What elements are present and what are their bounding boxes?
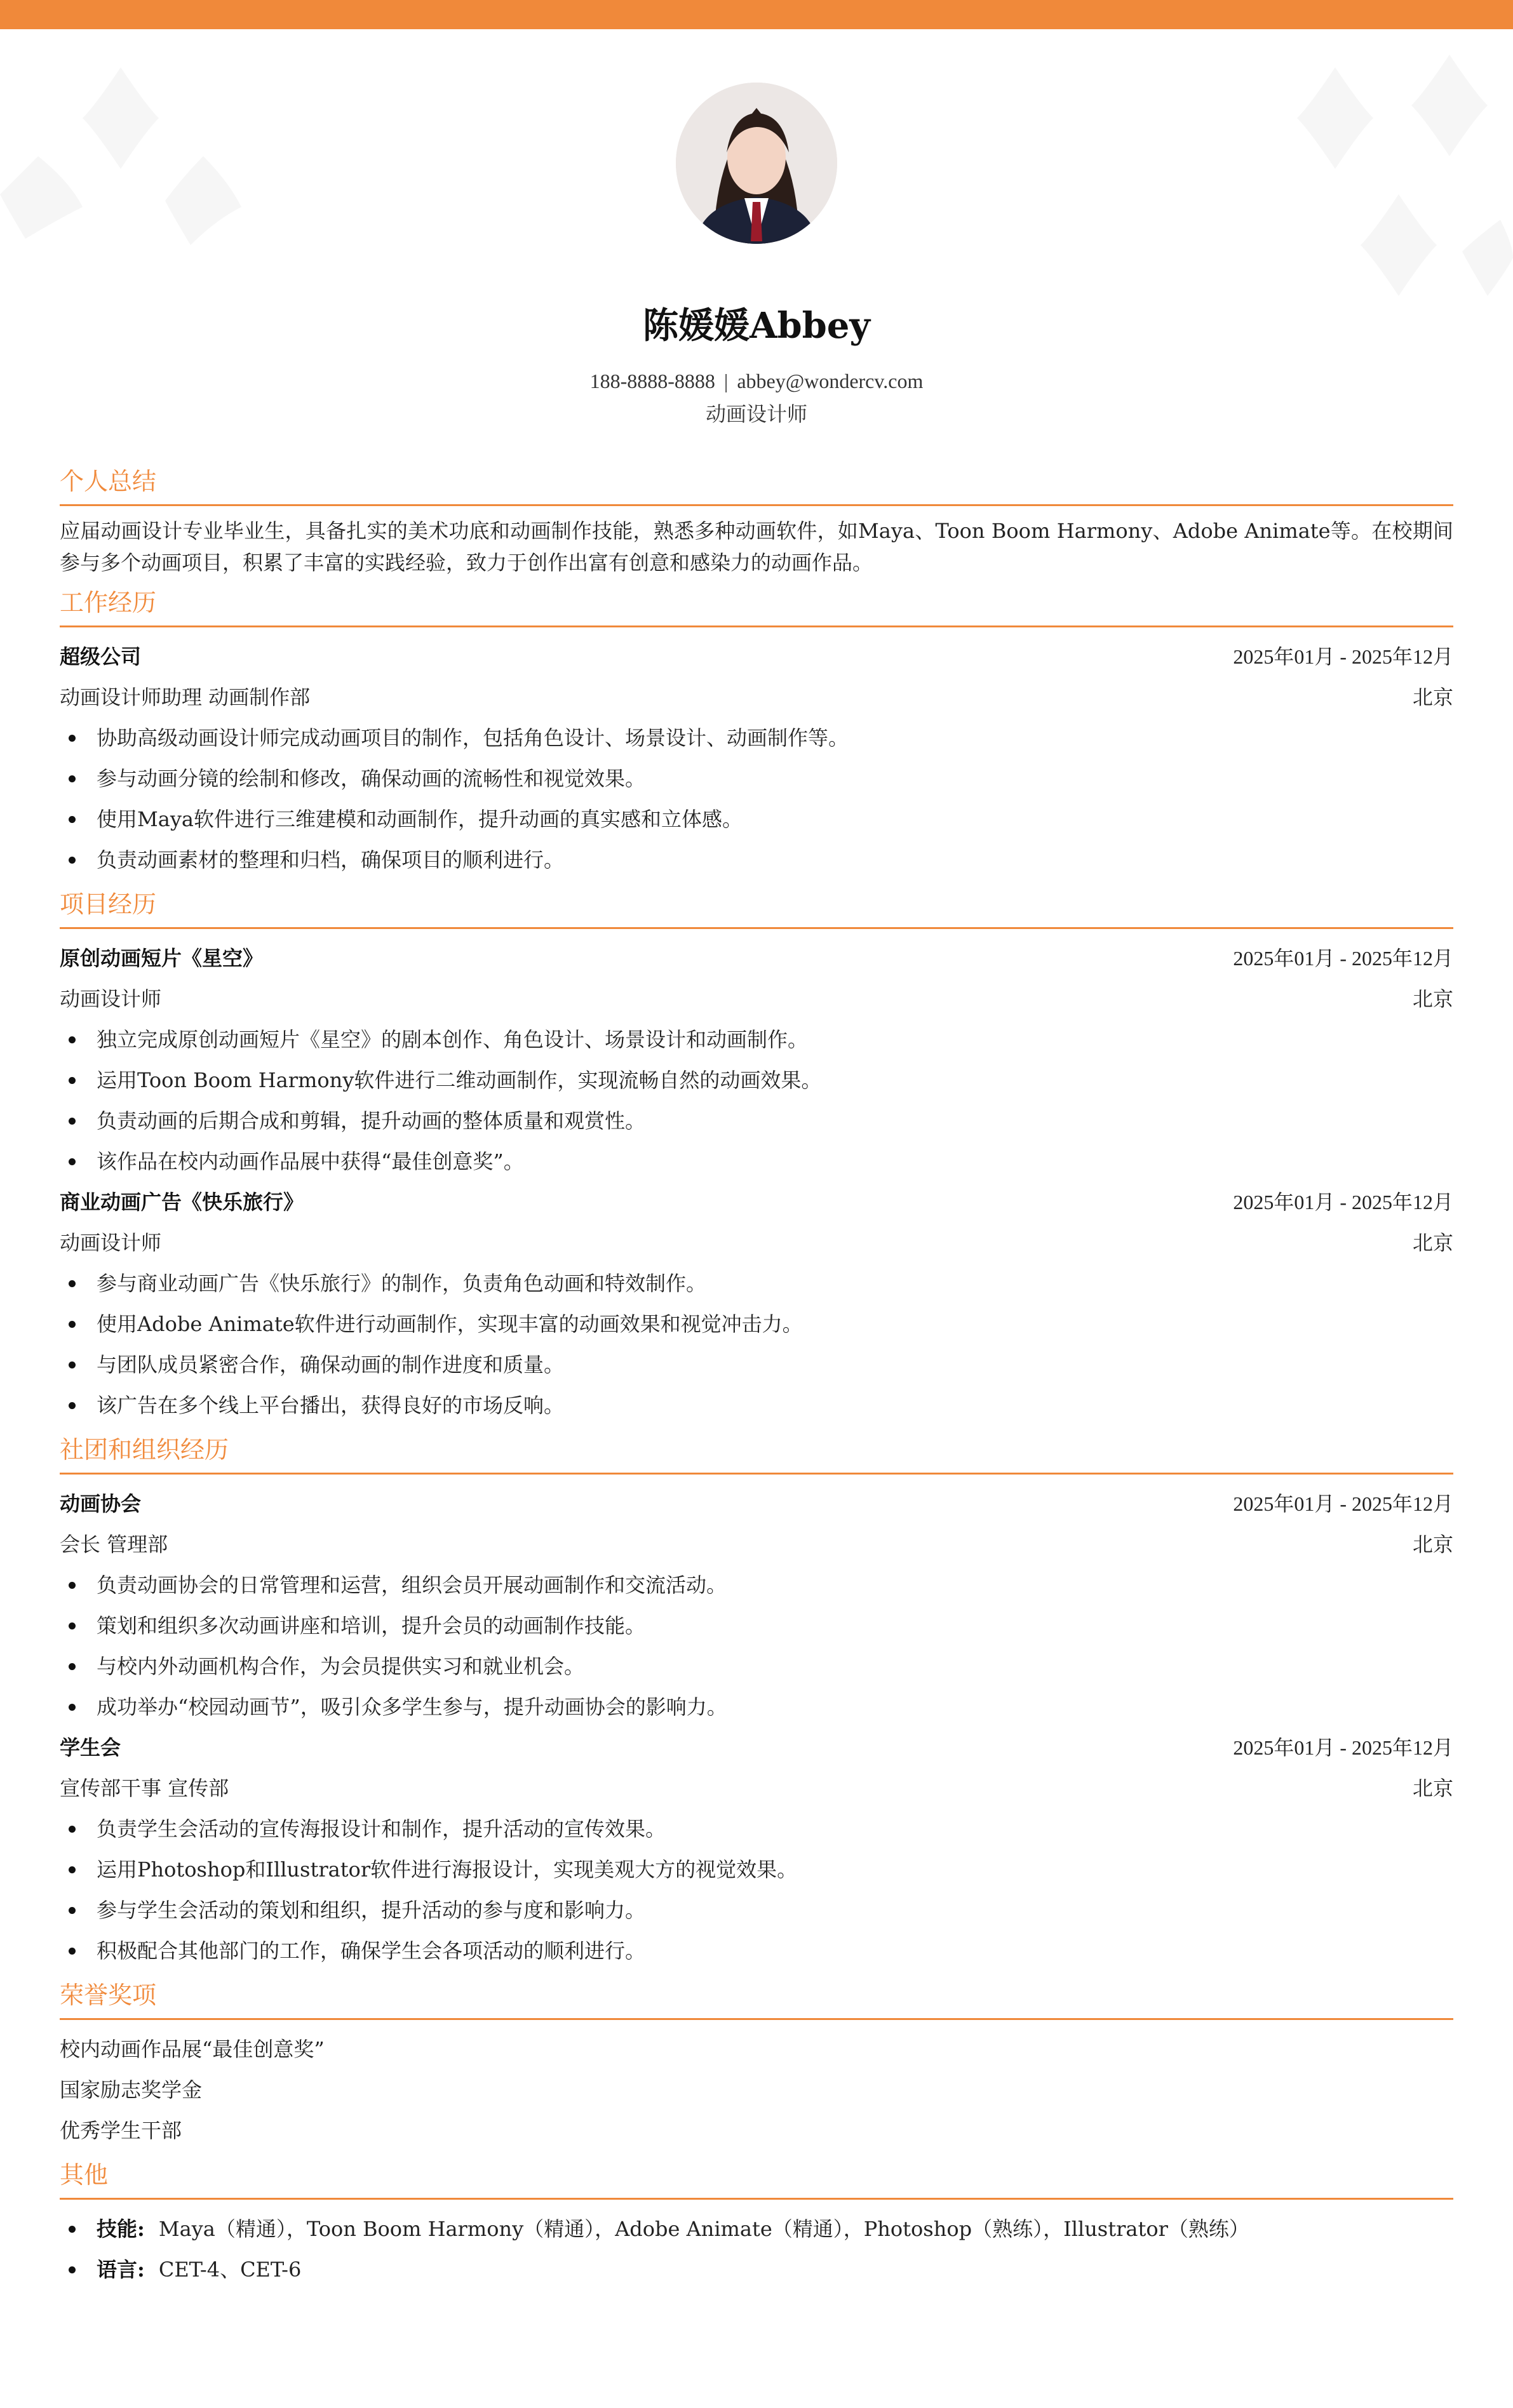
language-item [60,2249,1453,2290]
entry-bullets [60,1565,1453,1727]
entry-role: 宣传部干事 宣传部 [60,1776,229,1800]
section-title: 荣誉奖项 [60,1981,157,2009]
section-divider [60,625,1453,627]
avatar-portrait-icon [676,83,837,244]
section-title: 项目经历 [60,890,157,918]
bullet-item: 运用Toon Boom Harmony软件进行二维动画制作，实现流畅自然的动画效果。 [60,1060,1453,1100]
bullet-item: 协助高级动画设计师完成动画项目的制作，包括角色设计、场景设计、动画制作等。 [60,718,1453,758]
bullet-item: 参与动画分镜的绘制和修改，确保动画的流畅性和视觉效果。 [60,758,1453,799]
job-title: 动画设计师 [705,402,807,426]
entry-location: 北京 [1412,987,1453,1011]
bullet-item: 使用Adobe Animate软件进行动画制作，实现丰富的动画效果和视觉冲击力。 [60,1304,1453,1344]
bullet-item: 负责动画协会的日常管理和运营，组织会员开展动画制作和交流活动。 [60,1565,1453,1605]
bullet-item: 参与学生会活动的策划和组织，提升活动的参与度和影响力。 [60,1890,1453,1930]
section-divider [60,2018,1453,2020]
bullet-item: 独立完成原创动画短片《星空》的剧本创作、角色设计、场景设计和动画制作。 [60,1019,1453,1060]
honors-section [60,1977,1453,2151]
bullet-item: 负责动画素材的整理和归档，确保项目的顺利进行。 [60,839,1453,880]
email-address: abbey@wondercv.com [737,370,924,392]
section-title: 工作经历 [60,589,157,617]
entry-date: 2025年01月 - 2025年12月 [1233,1736,1453,1759]
honor-item: 国家励志奖学金 [60,2078,203,2102]
summary-section [60,464,1453,579]
bullet-item: 与团队成员紧密合作，确保动画的制作进度和质量。 [60,1344,1453,1385]
bullet-item: 该作品在校内动画作品展中获得“最佳创意奖”。 [60,1141,1453,1182]
entry-date: 2025年01月 - 2025年12月 [1233,645,1453,668]
club-entry [60,1483,1453,1727]
summary-text: 应届动画设计专业毕业生，具备扎实的美术功底和动画制作技能，熟悉多种动画软件，如Maya、Toon Boom Harmony、Adobe Animate等。在校期间参与多个动画项目，积累了丰富的实践经验，致力于创作出富有创意和感染力的动画作品。 [60,519,1453,575]
entry-location: 北京 [1412,1532,1453,1556]
skills-item [60,2209,1453,2249]
bullet-item: 运用Photoshop和Illustrator软件进行海报设计，实现美观大方的视觉效果。 [60,1849,1453,1890]
entry-organization: 超级公司 [60,645,142,669]
entry-bullets [60,1019,1453,1182]
language-label: 语言: [97,2258,145,2282]
entry-role: 动画设计师 [60,1231,162,1255]
bullet-item: 负责学生会活动的宣传海报设计和制作，提升活动的宣传效果。 [60,1809,1453,1849]
work-section [60,585,1453,880]
honor-item: 校内动画作品展“最佳创意奖” [60,2037,325,2061]
projects-section [60,886,1453,1426]
bullet-item: 策划和组织多次动画讲座和培训，提升会员的动画制作技能。 [60,1605,1453,1646]
honor-item: 优秀学生干部 [60,2118,182,2143]
phone-number: 188-8888-8888 [589,370,715,392]
section-title: 社团和组织经历 [60,1436,229,1464]
entry-organization: 学生会 [60,1736,121,1760]
work-entry [60,636,1453,880]
entry-date: 2025年01月 - 2025年12月 [1233,1492,1453,1515]
bullet-item: 使用Maya软件进行三维建模和动画制作，提升动画的真实感和立体感。 [60,799,1453,839]
bullet-item: 积极配合其他部门的工作，确保学生会各项活动的顺利进行。 [60,1930,1453,1971]
bullet-item: 与校内外动画机构合作，为会员提供实习和就业机会。 [60,1646,1453,1687]
bullet-item: 该广告在多个线上平台播出，获得良好的市场反响。 [60,1385,1453,1426]
entry-bullets [60,1263,1453,1426]
section-title: 个人总结 [60,467,157,495]
entry-location: 北京 [1412,685,1453,709]
entry-role: 会长 管理部 [60,1532,168,1556]
other-section [60,2157,1453,2290]
entry-date: 2025年01月 - 2025年12月 [1233,947,1453,970]
resume-body [60,457,1453,2290]
skills-label: 技能: [97,2217,145,2241]
bullet-item: 参与商业动画广告《快乐旅行》的制作，负责角色动画和特效制作。 [60,1263,1453,1304]
entry-organization: 商业动画广告《快乐旅行》 [60,1190,304,1214]
section-divider [60,1473,1453,1475]
bullet-item: 成功举办“校园动画节”，吸引众多学生参与，提升动画协会的影响力。 [60,1687,1453,1727]
entry-date: 2025年01月 - 2025年12月 [1233,1191,1453,1214]
entry-bullets [60,718,1453,880]
skills-value: Maya（精通），Toon Boom Harmony（精通），Adobe Animate（精通），Photoshop（熟练），Illustrator（熟练） [158,2217,1249,2241]
entry-bullets [60,1809,1453,1971]
entry-location: 北京 [1412,1231,1453,1255]
project-entry [60,938,1453,1182]
club-entry [60,1727,1453,1971]
bullet-item: 负责动画的后期合成和剪辑，提升动画的整体质量和观赏性。 [60,1100,1453,1141]
candidate-name: 陈媛媛Abbey [643,305,870,347]
resume-header [0,83,1513,428]
entry-role: 动画设计师 [60,987,162,1011]
avatar [676,83,837,244]
clubs-section [60,1432,1453,1971]
entry-location: 北京 [1412,1776,1453,1800]
contact-separator: | [723,370,729,392]
section-divider [60,927,1453,929]
entry-organization: 动画协会 [60,1492,142,1516]
top-accent-bar [0,0,1513,29]
contact-line [0,367,1513,395]
entry-organization: 原创动画短片《星空》 [60,946,264,970]
section-divider [60,504,1453,506]
entry-role: 动画设计师助理 动画制作部 [60,685,311,709]
other-list [60,2209,1453,2290]
section-divider [60,2198,1453,2200]
project-entry [60,1182,1453,1426]
language-value: CET-4、CET-6 [158,2258,302,2282]
section-title: 其他 [60,2161,109,2189]
